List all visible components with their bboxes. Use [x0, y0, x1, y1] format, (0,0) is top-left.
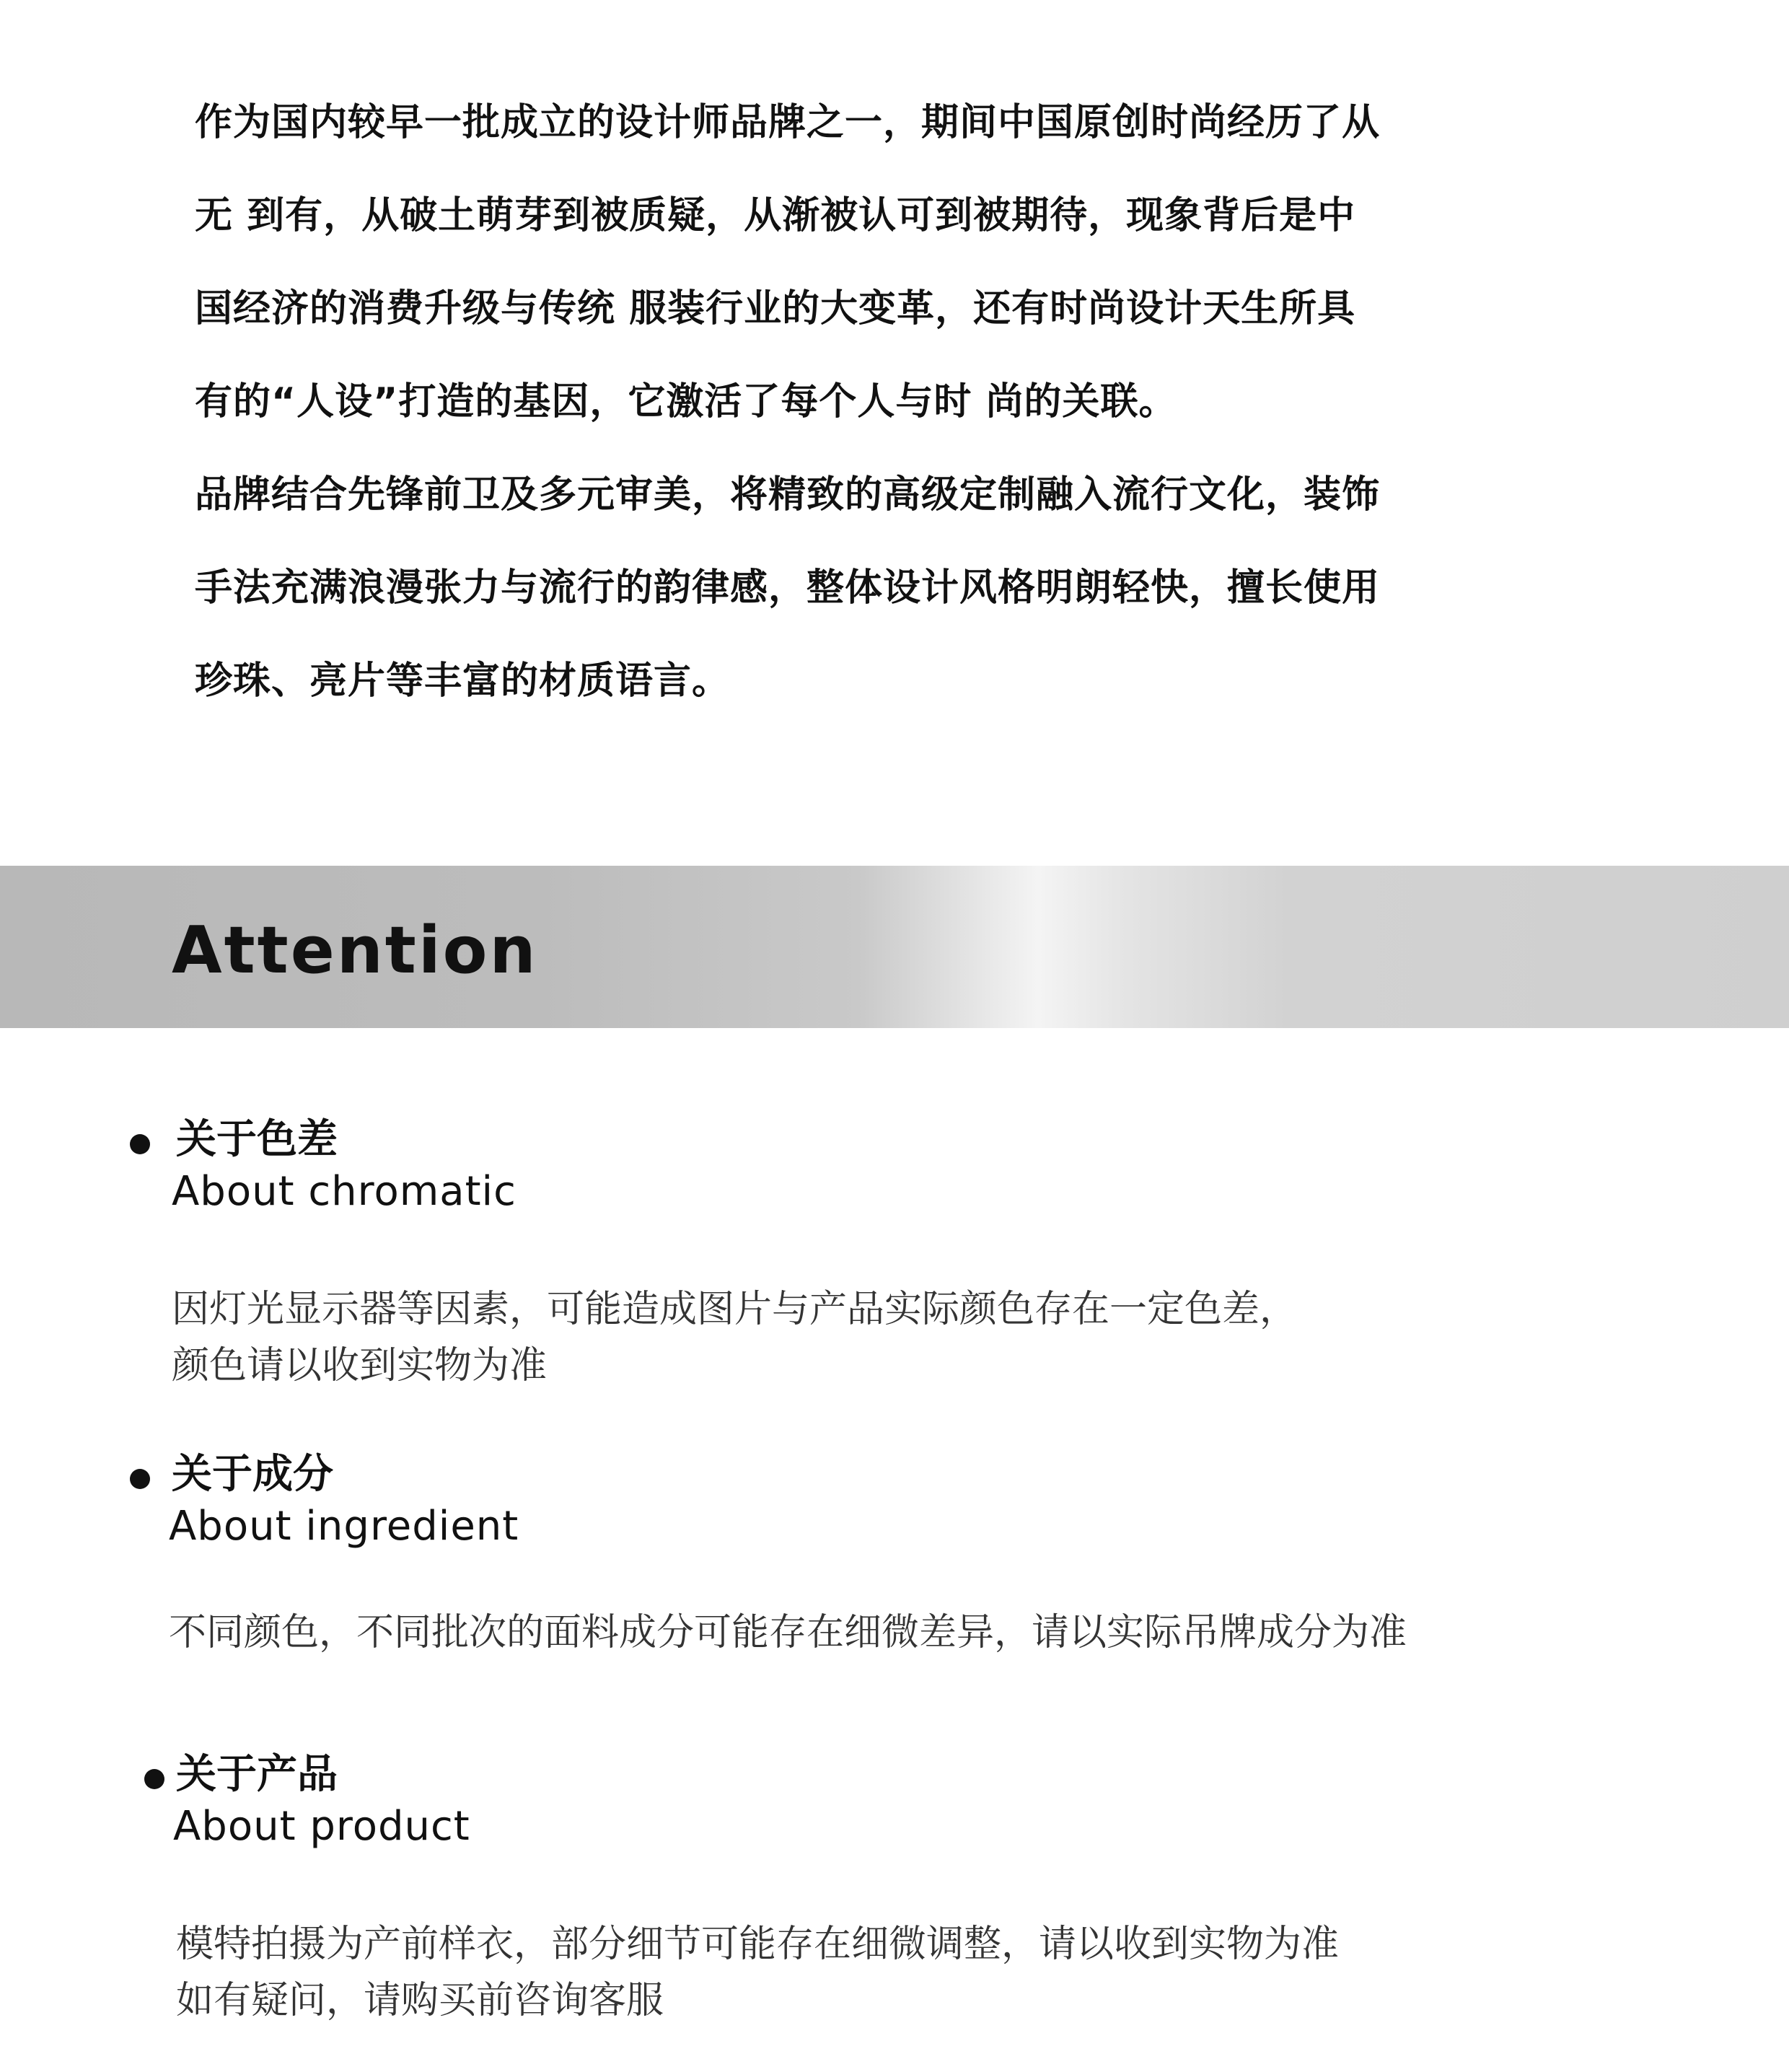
notice-en-title: About ingredient [169, 1503, 519, 1550]
notice-body [169, 1605, 1407, 1661]
intro-line: 国经济的消费升级与传统 服装行业的大变革，还有时尚设计天生所具 [195, 287, 1356, 330]
intro-line: 手法充满浪漫张力与流行的韵律感，整体设计风格明朗轻快，擅长使用 [195, 566, 1381, 610]
brand-introduction [195, 101, 1638, 752]
notice-zh-title: 关于成分 [172, 1451, 333, 1498]
notice-body-line: 模特拍摄为产前样衣，部分细节可能存在细微调整，请以收到实物为准 [176, 1923, 1340, 1966]
intro-line: 无 到有，从破土萌芽到被质疑，从渐被认可到被期待，现象背后是中 [195, 194, 1356, 237]
intro-line: 品牌结合先锋前卫及多元审美，将精致的高级定制融入流行文化，装饰 [195, 473, 1381, 517]
intro-line: 作为国内较早一批成立的设计师品牌之一，期间中国原创时尚经历了从 [195, 101, 1381, 144]
notice-en-title: About product [173, 1803, 470, 1850]
notice-body-line: 不同颜色，不同批次的面料成分可能存在细微差异，请以实际吊牌成分为准 [169, 1611, 1407, 1654]
attention-banner [0, 866, 1789, 1028]
intro-line: 珍珠、亮片等丰富的材质语言。 [195, 659, 731, 703]
bullet-icon [144, 1769, 164, 1789]
notice-body-line: 因灯光显示器等因素，可能造成图片与产品实际颜色存在一定色差， [172, 1288, 1298, 1331]
notice-en-title: About chromatic [172, 1168, 517, 1215]
notice-body [176, 1916, 1339, 2029]
notice-body-line: 如有疑问，请购买前咨询客服 [176, 1979, 664, 2022]
notice-body [172, 1281, 1297, 1394]
attention-title: Attention [172, 913, 538, 988]
bullet-icon [130, 1469, 150, 1489]
notice-body-line: 颜色请以收到实物为准 [172, 1344, 548, 1387]
notice-zh-title: 关于产品 [176, 1751, 338, 1798]
intro-line: 有的“人设”打造的基因，它激活了每个人与时 尚的关联。 [195, 380, 1177, 423]
notice-zh-title: 关于色差 [176, 1116, 338, 1163]
bullet-icon [130, 1134, 150, 1154]
